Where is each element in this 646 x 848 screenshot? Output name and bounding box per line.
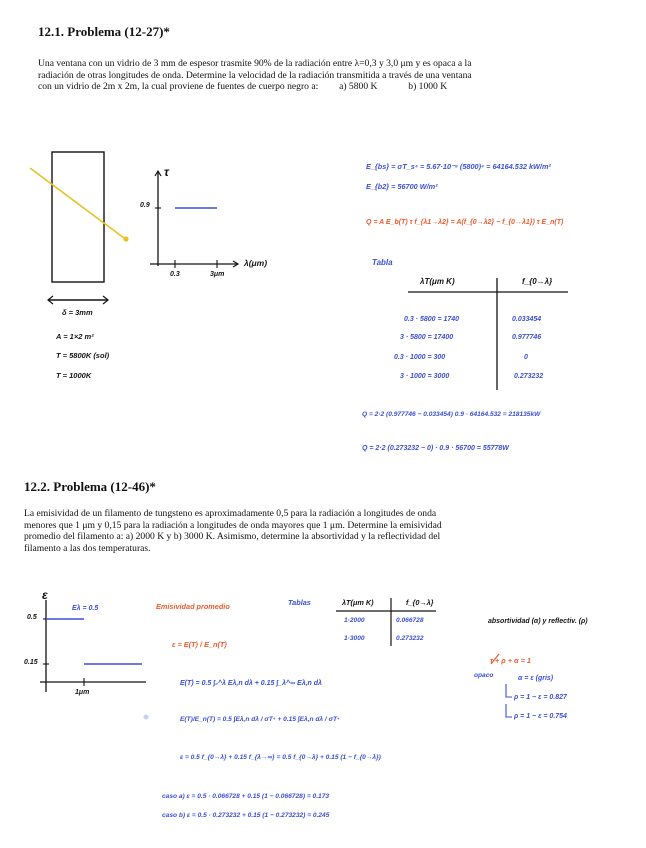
problem-2-line-4: filamento a las dos temperaturas. xyxy=(24,542,151,554)
table-1-row-1-lambda: 0.3 · 5800 = 1740 xyxy=(404,316,460,323)
temp-2-label: T = 1000K xyxy=(56,371,92,380)
problem-2-statement xyxy=(24,508,560,554)
table-1-row-3-f: 0 xyxy=(524,354,528,361)
sum-equation: τ + ρ + α = 1 xyxy=(490,656,531,665)
eps-value-0-15: 0.15 xyxy=(24,659,38,666)
table-2-header-f: f_{0→λ} xyxy=(406,598,434,607)
q-result-b: Q = 2·2 (0.273232 − 0) · 0.9 · 56700 = 55778W xyxy=(362,445,509,452)
absortividad-heading: absortividad (α) y reflectiv. (ρ) xyxy=(488,618,588,625)
rho-case-b: ρ = 1 − ε = 0.754 xyxy=(514,713,567,720)
radiation-ray xyxy=(30,168,124,238)
problem-1-title: 12.1. Problema (12-27)* xyxy=(38,24,170,39)
eps-expression: ε = 0.5 f_{0→λ} + 0.15 f_{λ→∞} = 0.5 f_{0→λ} + 0.15 (1 − f_{0→λ}) xyxy=(180,754,381,761)
et-expression: E(T) = 0.5 ∫₀^λ Eλ,n dλ + 0.15 ∫_λ^∞ Eλ,n dλ xyxy=(180,680,322,687)
table-1-row-2-lambda: 3 · 5800 = 17400 xyxy=(400,334,454,341)
eb-sun-equation: E_{bs} = σT_s⁴ = 5.67·10⁻⁸ (5800)⁴ = 64164.532 kW/m² xyxy=(366,162,551,171)
table-1-header-lambda: λT(μm K) xyxy=(420,277,455,286)
eps-value-0-5: 0.5 xyxy=(27,614,37,621)
tick-3: 3μm xyxy=(210,271,225,278)
kirchhoff-relation: α = ε (gris) xyxy=(518,675,554,682)
problem-1-line-1: Una ventana con un vidrio de 3 mm de espesor trasmite 90% de la radiación entre λ=0,3 y 3,0 μm y es opaca a la xyxy=(38,58,472,69)
table-1-header-f: f_{0→λ} xyxy=(522,277,553,286)
case-a: caso a) ε = 0.5 · 0.066728 + 0.15 (1 − 0.066728) = 0.173 xyxy=(162,793,330,800)
ratio-expression: E(T)/E_n(T) = 0.5 ∫Eλ,n dλ / σT⁴ + 0.15 ∫Eλ,n dλ / σT⁴ xyxy=(180,716,340,723)
rho-case-a: ρ = 1 − ε = 0.827 xyxy=(514,694,567,701)
tau-value: 0.9 xyxy=(140,202,150,209)
opaco-label: opaco xyxy=(474,672,494,679)
option-a: a) 5800 K xyxy=(339,81,378,93)
option-b: b) 1000 K xyxy=(408,81,448,93)
problem-2-line-3: promedio del filamento a: a) 2000 K y b) 3000 K. Asimismo, determine la absortividad y la reflectividad del xyxy=(24,531,441,543)
problem-2-line-2: menores que 1 μm y 0,15 para la radiación a longitudes de onda mayores que 1 μm. Determine la emisividad xyxy=(24,519,442,531)
lambda-axis-label: λ(μm) xyxy=(244,258,268,268)
q-result-a: Q = 2·2 (0.977746 − 0.033454) 0.9 · 64164.532 = 218135kW xyxy=(362,411,541,418)
tau-label: τ xyxy=(164,165,169,179)
eps-definition: ε = E(T) / E_n(T) xyxy=(172,640,227,649)
table-1-row-2-f: 0.977746 xyxy=(512,334,542,341)
table-2-row-1-lambda: 1·2000 xyxy=(344,617,365,624)
eps-axis-label: ε xyxy=(42,588,48,602)
table-2-row-1-f: 0.066728 xyxy=(396,617,424,624)
q-formula: Q = A E_b(T) τ f_{λ1→λ2} = A(f_{0→λ2} − f_{0→λ1}) τ E_n(T) xyxy=(366,219,564,226)
tablas-label: Tablas xyxy=(288,598,311,607)
area-label: A = 1×2 m² xyxy=(56,332,94,341)
ray-end xyxy=(123,236,128,241)
temp-sun-label: T = 5800K (sol) xyxy=(56,351,110,360)
tick-1um: 1μm xyxy=(75,689,90,696)
eps-high-label: Eλ = 0.5 xyxy=(72,605,99,612)
table-1-row-1-f: 0.033454 xyxy=(512,316,542,323)
problem-1-line-2: radiación de otras longitudes de onda. Determine la velocidad de la radiación transmitida a través de una ventana xyxy=(38,69,472,81)
table-2-row-2-f: 0.273232 xyxy=(396,635,424,642)
eb-2-equation: E_{b2} = 56700 W/m² xyxy=(366,182,438,191)
table-1-row-4-lambda: 3 · 1000 = 3000 xyxy=(400,373,450,380)
table-2-header-lambda: λT(μm K) xyxy=(342,598,374,607)
tick-0-3: 0.3 xyxy=(170,271,180,278)
emisividad-heading: Emisividad promedio xyxy=(156,602,230,611)
table-2-row-2-lambda: 1·3000 xyxy=(344,635,365,642)
case-b: caso b) ε = 0.5 · 0.273232 + 0.15 (1 − 0.273232) = 0.245 xyxy=(162,812,330,819)
problem-1-line-3-text: con un vidrio de 2m x 2m, la cual proviene de fuentes de cuerpo negro a: xyxy=(38,81,319,93)
tabla-label: Tabla xyxy=(372,258,393,267)
table-1-row-3-lambda: 0.3 · 1000 = 300 xyxy=(394,354,446,361)
problem-2-line-1: La emisividad de un filamento de tungsteno es aproximadamente 0,5 para la radiación a longitudes de onda xyxy=(24,508,437,519)
problem-2-title: 12.2. Problema (12-46)* xyxy=(24,479,156,494)
table-1-row-4-f: 0.273232 xyxy=(514,373,544,380)
thickness-label: δ = 3mm xyxy=(62,308,93,317)
